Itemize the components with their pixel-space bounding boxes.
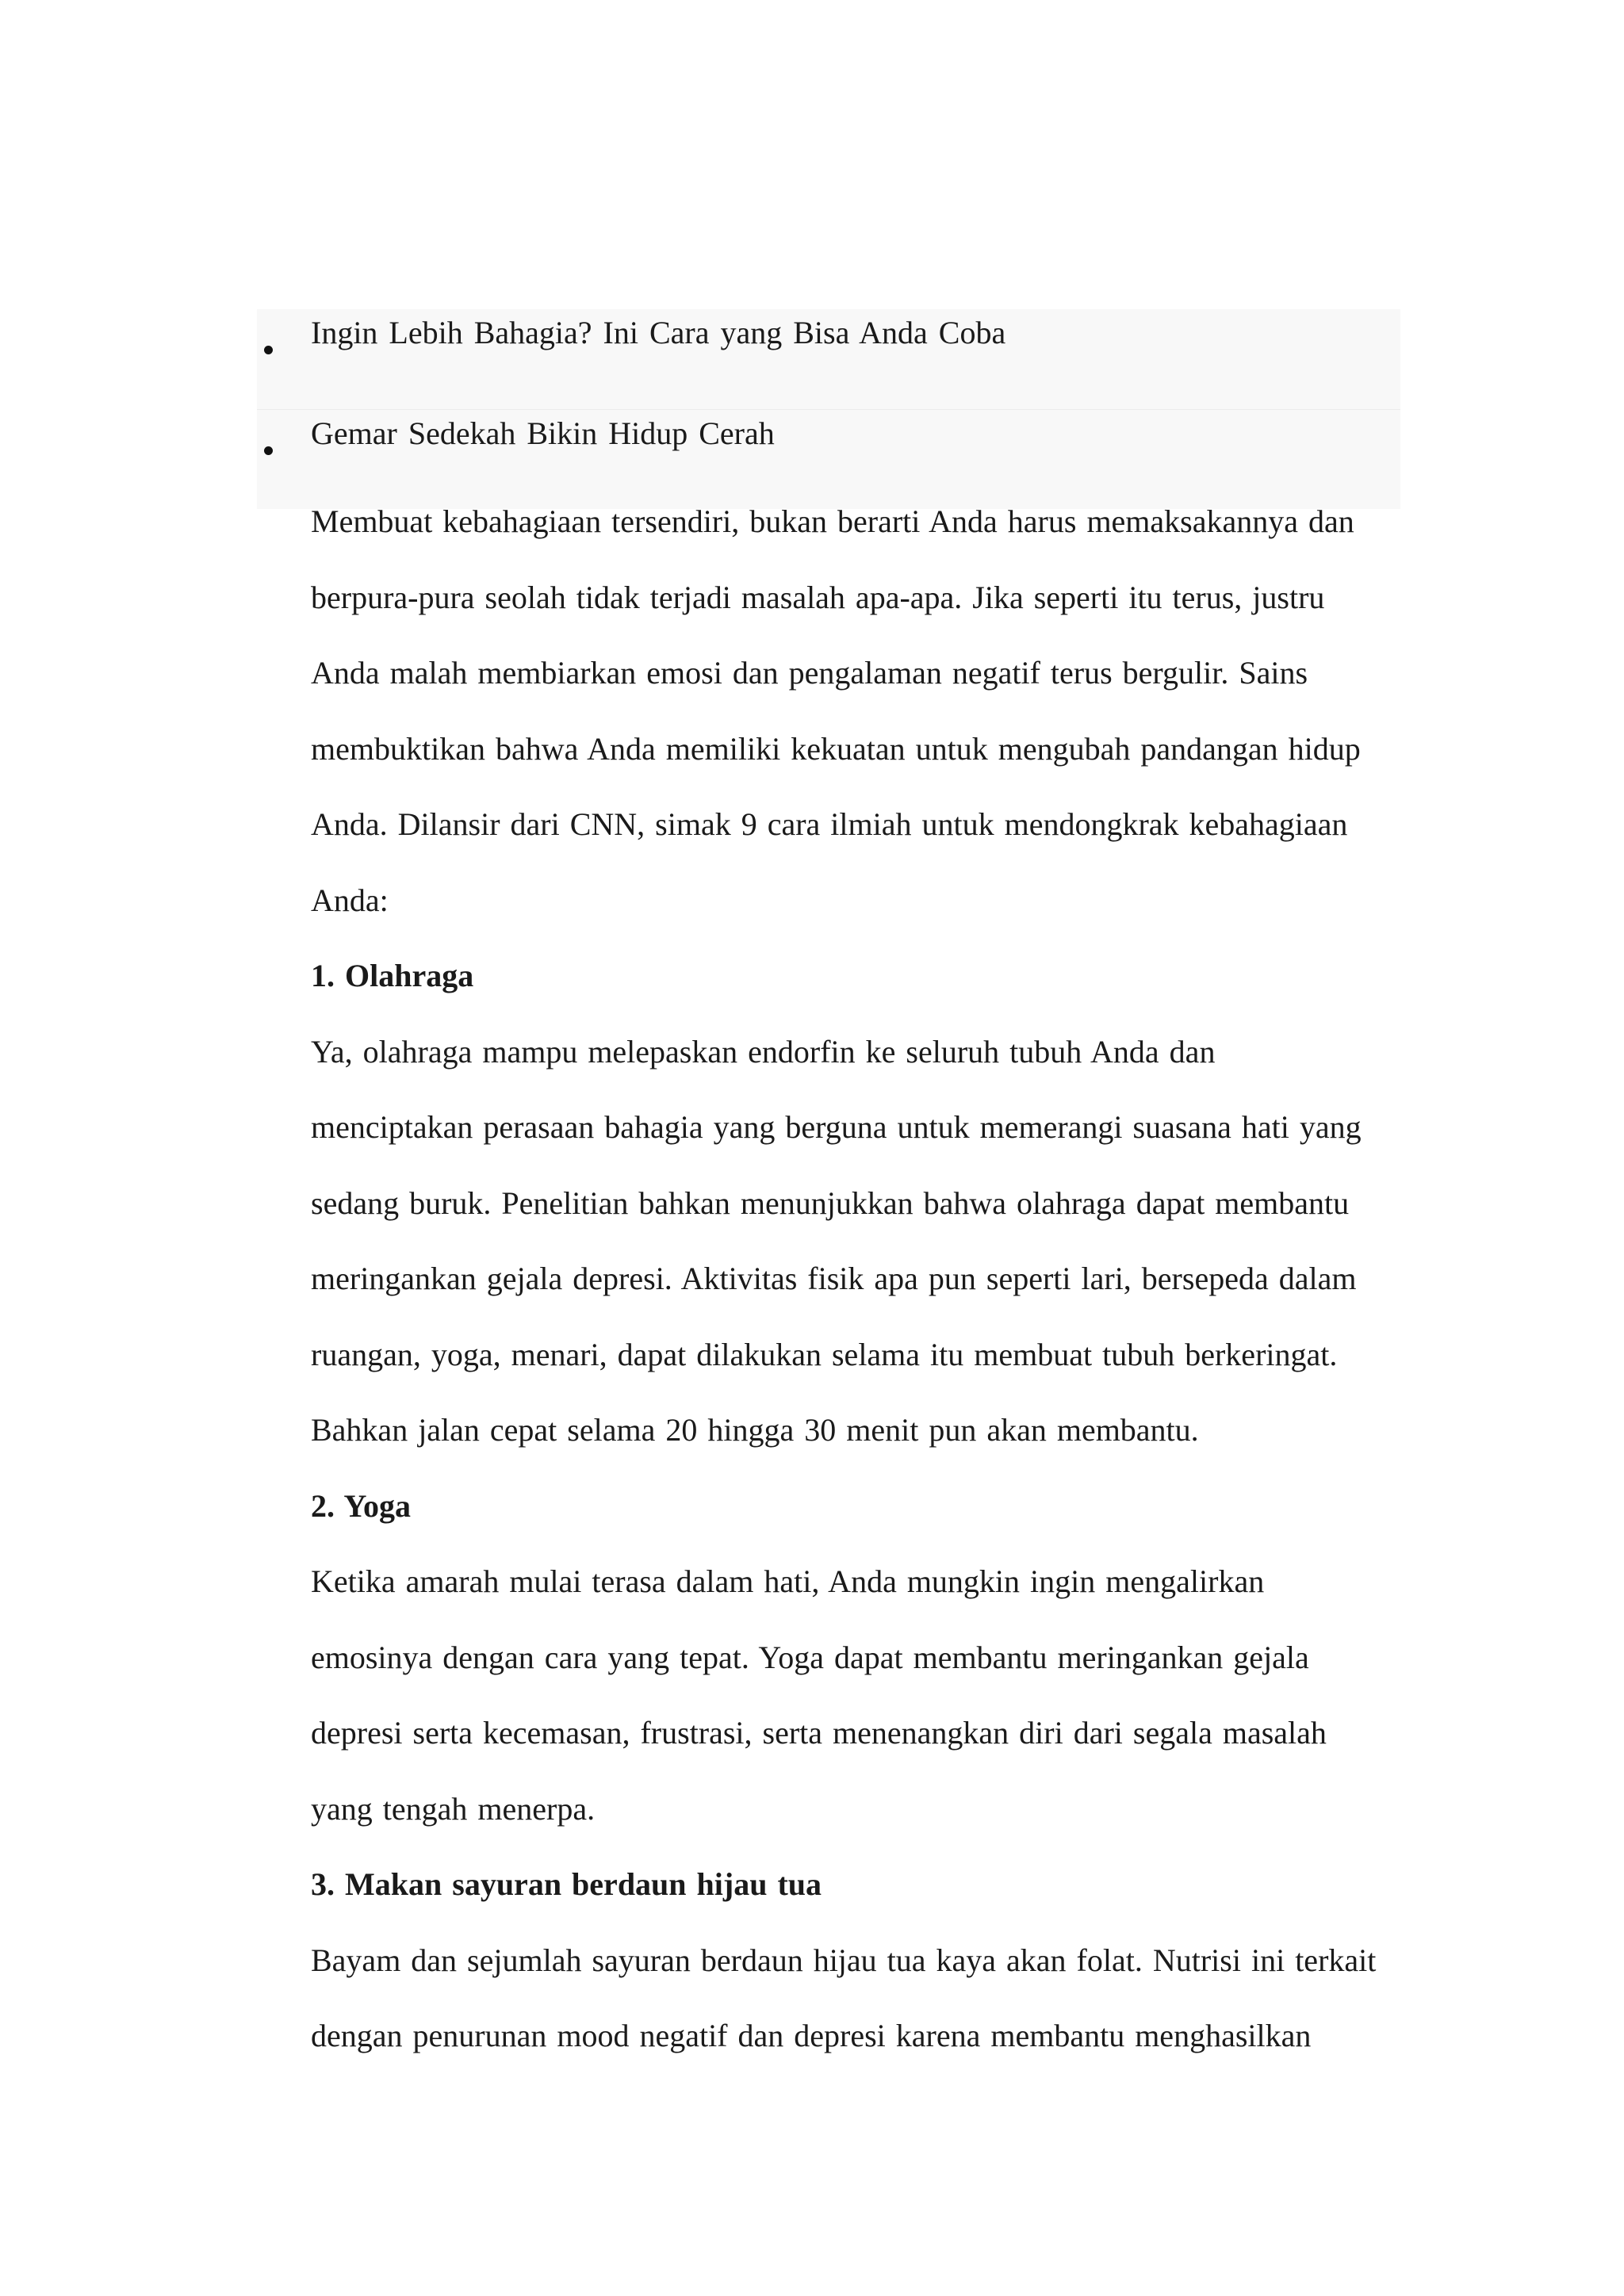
related-articles-list bbox=[257, 309, 1400, 509]
body-line: Bayam dan sejumlah sayuran berdaun hijau tua kaya akan folat. Nutrisi ini terkait bbox=[311, 1942, 1377, 1978]
body-line: Anda. Dilansir dari CNN, simak 9 cara ilmiah untuk mendongkrak kebahagiaan bbox=[311, 806, 1348, 842]
body-line: Anda: bbox=[311, 882, 389, 918]
body-line: Ya, olahraga mampu melepaskan endorfin ke seluruh tubuh Anda dan bbox=[311, 1033, 1216, 1070]
related-article-link[interactable]: Ingin Lebih Bahagia? Ini Cara yang Bisa Anda Coba bbox=[311, 315, 1006, 350]
body-line: Anda malah membiarkan emosi dan pengalaman negatif terus bergulir. Sains bbox=[311, 655, 1308, 691]
section-heading: 3. Makan sayuran berdaun hijau tua bbox=[311, 1866, 822, 1902]
body-line: meringankan gejala depresi. Aktivitas fisik apa pun seperti lari, bersepeda dalam bbox=[311, 1261, 1357, 1296]
body-line: menciptakan perasaan bahagia yang berguna untuk memerangi suasana hati yang bbox=[311, 1109, 1362, 1145]
body-line: berpura-pura seolah tidak terjadi masalah apa-apa. Jika seperti itu terus, justru bbox=[311, 579, 1325, 615]
body-line: yang tengah menerpa. bbox=[311, 1790, 596, 1827]
bullet-icon bbox=[264, 446, 273, 455]
body-line: Bahkan jalan cepat selama 20 hingga 30 menit pun akan membantu. bbox=[311, 1412, 1199, 1448]
body-line: Ketika amarah mulai terasa dalam hati, Anda mungkin ingin mengalirkan bbox=[311, 1563, 1265, 1599]
article-body bbox=[311, 484, 1389, 2074]
body-line: ruangan, yoga, menari, dapat dilakukan selama itu membuat tubuh berkeringat. bbox=[311, 1336, 1338, 1372]
body-line: Membuat kebahagiaan tersendiri, bukan berarti Anda harus memaksakannya dan bbox=[311, 503, 1354, 539]
related-article-item[interactable] bbox=[257, 309, 1400, 409]
body-line: membuktikan bahwa Anda memiliki kekuatan untuk mengubah pandangan hidup bbox=[311, 730, 1361, 767]
body-line: dengan penurunan mood negatif dan depresi karena membantu menghasilkan bbox=[311, 2018, 1312, 2053]
bullet-icon bbox=[264, 346, 273, 354]
body-line: emosinya dengan cara yang tepat. Yoga dapat membantu meringankan gejala bbox=[311, 1639, 1309, 1675]
body-line: depresi serta kecemasan, frustrasi, serta menenangkan diri dari segala masalah bbox=[311, 1715, 1327, 1751]
section-heading: 1. Olahraga bbox=[311, 958, 474, 993]
section-heading: 2. Yoga bbox=[311, 1487, 411, 1524]
body-line: sedang buruk. Penelitian bahkan menunjukkan bahwa olahraga dapat membantu bbox=[311, 1184, 1350, 1221]
related-article-link[interactable]: Gemar Sedekah Bikin Hidup Cerah bbox=[311, 415, 775, 451]
